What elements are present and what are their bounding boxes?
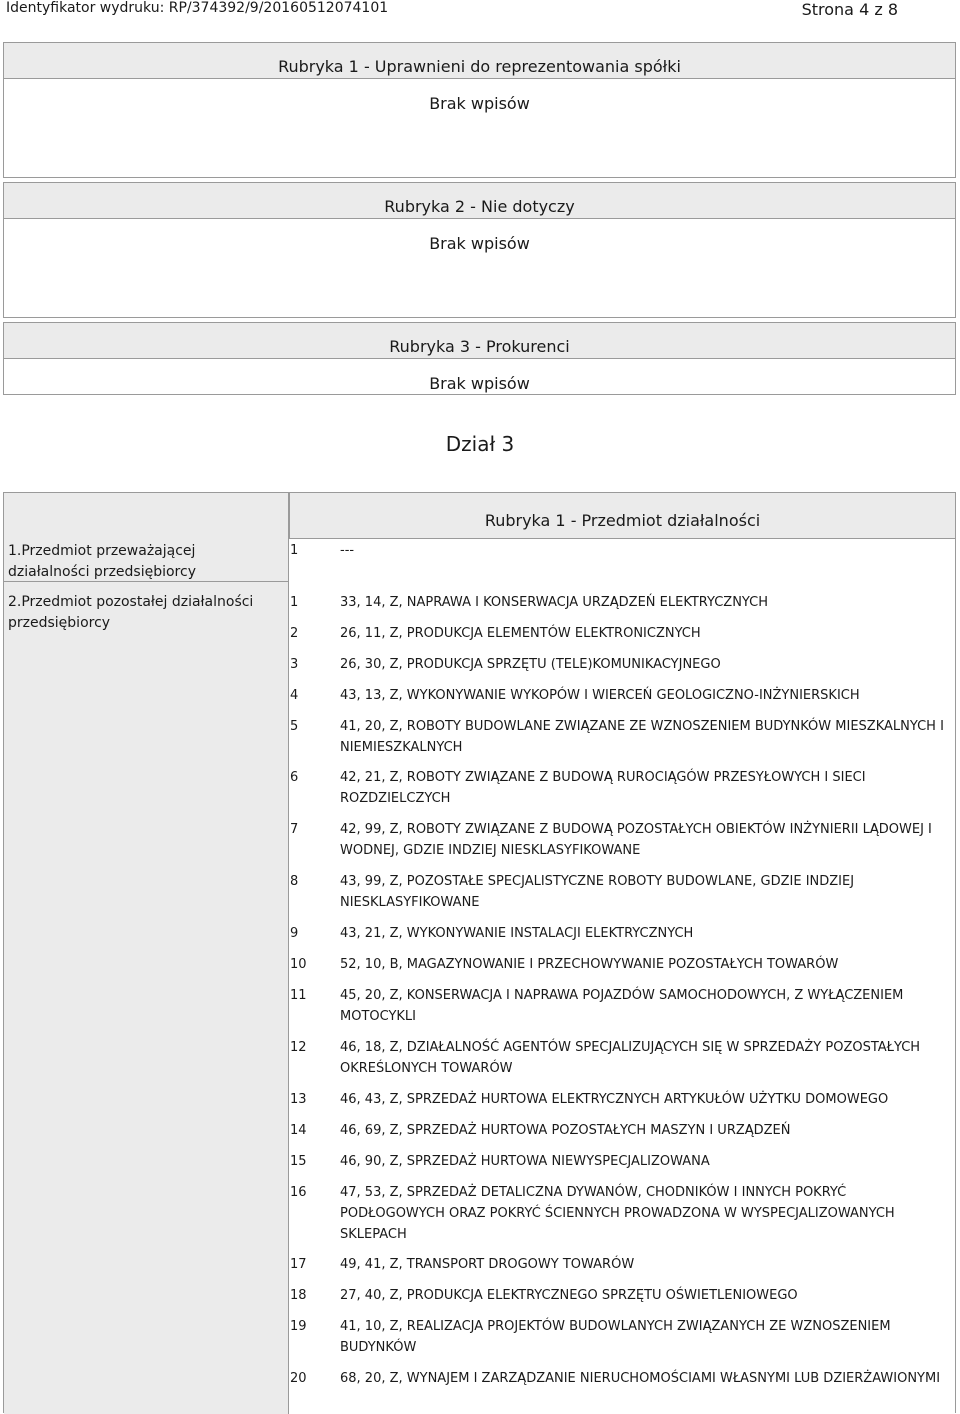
activity-num: 14 [290,1123,307,1138]
activity-num: 1 [290,595,299,610]
activity-text: 41, 10, Z, REALIZACJA PROJEKTÓW BUDOWLANYCH ZWIĄZANYCH ZE WZNOSZENIEM BUDYNKÓW [340,1319,891,1355]
label-other-activity: 2.Przedmiot pozostałej działalności przedsiębiorcy [8,594,254,631]
activity-text: 46, 18, Z, DZIAŁALNOŚĆ AGENTÓW SPECJALIZUJĄCYCH SIĘ W SPRZEDAŻY POZOSTAŁYCH OKREŚLONYCH TOWARÓW [340,1040,921,1076]
activity-num: 12 [290,1040,307,1055]
section-rubryka-1 [3,42,956,178]
main-activity-num: 1 [290,543,299,558]
activity-text: 49, 41, Z, TRANSPORT DROGOWY TOWARÓW [340,1257,635,1272]
label-main-activity: 1.Przedmiot przeważającej działalności przedsiębiorcy [8,543,196,580]
activity-num: 17 [290,1257,307,1272]
activity-num: 6 [290,770,299,785]
activity-text: 68, 20, Z, WYNAJEM I ZARZĄDZANIE NIERUCHOMOŚCIAMI WŁASNYMI LUB DZIERŻAWIONYMI [340,1371,941,1386]
activity-text: 26, 11, Z, PRODUKCJA ELEMENTÓW ELEKTRONICZNYCH [340,626,701,641]
activity-text: 46, 90, Z, SPRZEDAŻ HURTOWA NIEWYSPECJALIZOWANA [340,1154,710,1169]
activity-text: 27, 40, Z, PRODUKCJA ELEKTRYCZNEGO SPRZĘTU OŚWIETLENIOWEGO [340,1288,798,1303]
section-rubryka-2 [3,182,956,318]
activity-num: 2 [290,626,299,641]
activity-text: 43, 21, Z, WYKONYWANIE INSTALACJI ELEKTRYCZNYCH [340,926,694,941]
dzial-heading: Dział 3 [445,432,515,456]
activity-num: 7 [290,822,299,837]
section-title: Rubryka 1 - Uprawnieni do reprezentowania spółki [4,43,955,79]
activity-num: 15 [290,1154,307,1169]
section-body: Brak wpisów [429,374,530,393]
activity-text: 43, 99, Z, POZOSTAŁE SPECJALISTYCZNE ROBOTY BUDOWLANE, GDZIE INDZIEJ NIESKLASYFIKOWANE [340,874,855,910]
activity-num: 5 [290,719,299,734]
activity-num: 10 [290,957,307,972]
activity-num: 18 [290,1288,307,1303]
page-number: Strona 4 z 8 [801,0,898,19]
activity-text: 42, 99, Z, ROBOTY ZWIĄZANE Z BUDOWĄ POZOSTAŁYCH OBIEKTÓW INŻYNIERII LĄDOWEJ I WODNEJ, GDZIE INDZIEJ NIESKLASYFIKOWANE [340,822,932,858]
activity-num: 3 [290,657,299,672]
section-title: Rubryka 2 - Nie dotyczy [4,183,955,219]
activity-num: 8 [290,874,299,889]
activity-num: 13 [290,1092,307,1107]
main-activity-text: --- [340,543,355,558]
activity-text: 41, 20, Z, ROBOTY BUDOWLANE ZWIĄZANE ZE WZNOSZENIEM BUDYNKÓW MIESZKALNYCH I NIEMIESZKALNYCH [340,719,944,755]
activity-num: 11 [290,988,307,1003]
activity-num: 4 [290,688,299,703]
activity-text: 42, 21, Z, ROBOTY ZWIĄZANE Z BUDOWĄ RUROCIĄGÓW PRZESYŁOWYCH I SIECI ROZDZIELCZYCH [340,770,866,806]
activity-text: 46, 43, Z, SPRZEDAŻ HURTOWA ELEKTRYCZNYCH ARTYKUŁÓW UŻYTKU DOMOWEGO [340,1092,889,1107]
activity-text: 47, 53, Z, SPRZEDAŻ DETALICZNA DYWANÓW, CHODNIKÓW I INNYCH POKRYĆ PODŁOGOWYCH ORAZ POKRYĆ ŚCIENNYCH PROWADZONA W WYSPECJALIZOWANYCH SKLEPACH [340,1185,895,1242]
activity-text: 45, 20, Z, KONSERWACJA I NAPRAWA POJAZDÓW SAMOCHODOWYCH, Z WYŁĄCZENIEM MOTOCYKLI [340,988,904,1024]
activity-text: 33, 14, Z, NAPRAWA I KONSERWACJA URZĄDZEŃ ELEKTRYCZNYCH [340,595,769,610]
section-rubryka-3 [3,322,956,395]
activity-text: 43, 13, Z, WYKONYWANIE WYKOPÓW I WIERCEŃ GEOLOGICZNO-INŻYNIERSKICH [340,688,860,703]
activity-num: 16 [290,1185,307,1200]
activity-num: 19 [290,1319,307,1334]
rubryka-title: Rubryka 1 - Przedmiot działalności [289,493,955,539]
section-title: Rubryka 3 - Prokurenci [4,323,955,359]
activity-text: 52, 10, B, MAGAZYNOWANIE I PRZECHOWYWANIE POZOSTAŁYCH TOWARÓW [340,957,839,972]
section-body: Brak wpisów [429,94,530,113]
activity-num: 20 [290,1371,307,1386]
activity-num: 9 [290,926,299,941]
section-body: Brak wpisów [429,234,530,253]
activity-text: 46, 69, Z, SPRZEDAŻ HURTOWA POZOSTAŁYCH MASZYN I URZĄDZEŃ [340,1123,791,1138]
print-identifier: Identyfikator wydruku: RP/374392/9/20160512074101 [6,0,389,16]
activity-text: 26, 30, Z, PRODUKCJA SPRZĘTU (TELE)KOMUNIKACYJNEGO [340,657,721,672]
